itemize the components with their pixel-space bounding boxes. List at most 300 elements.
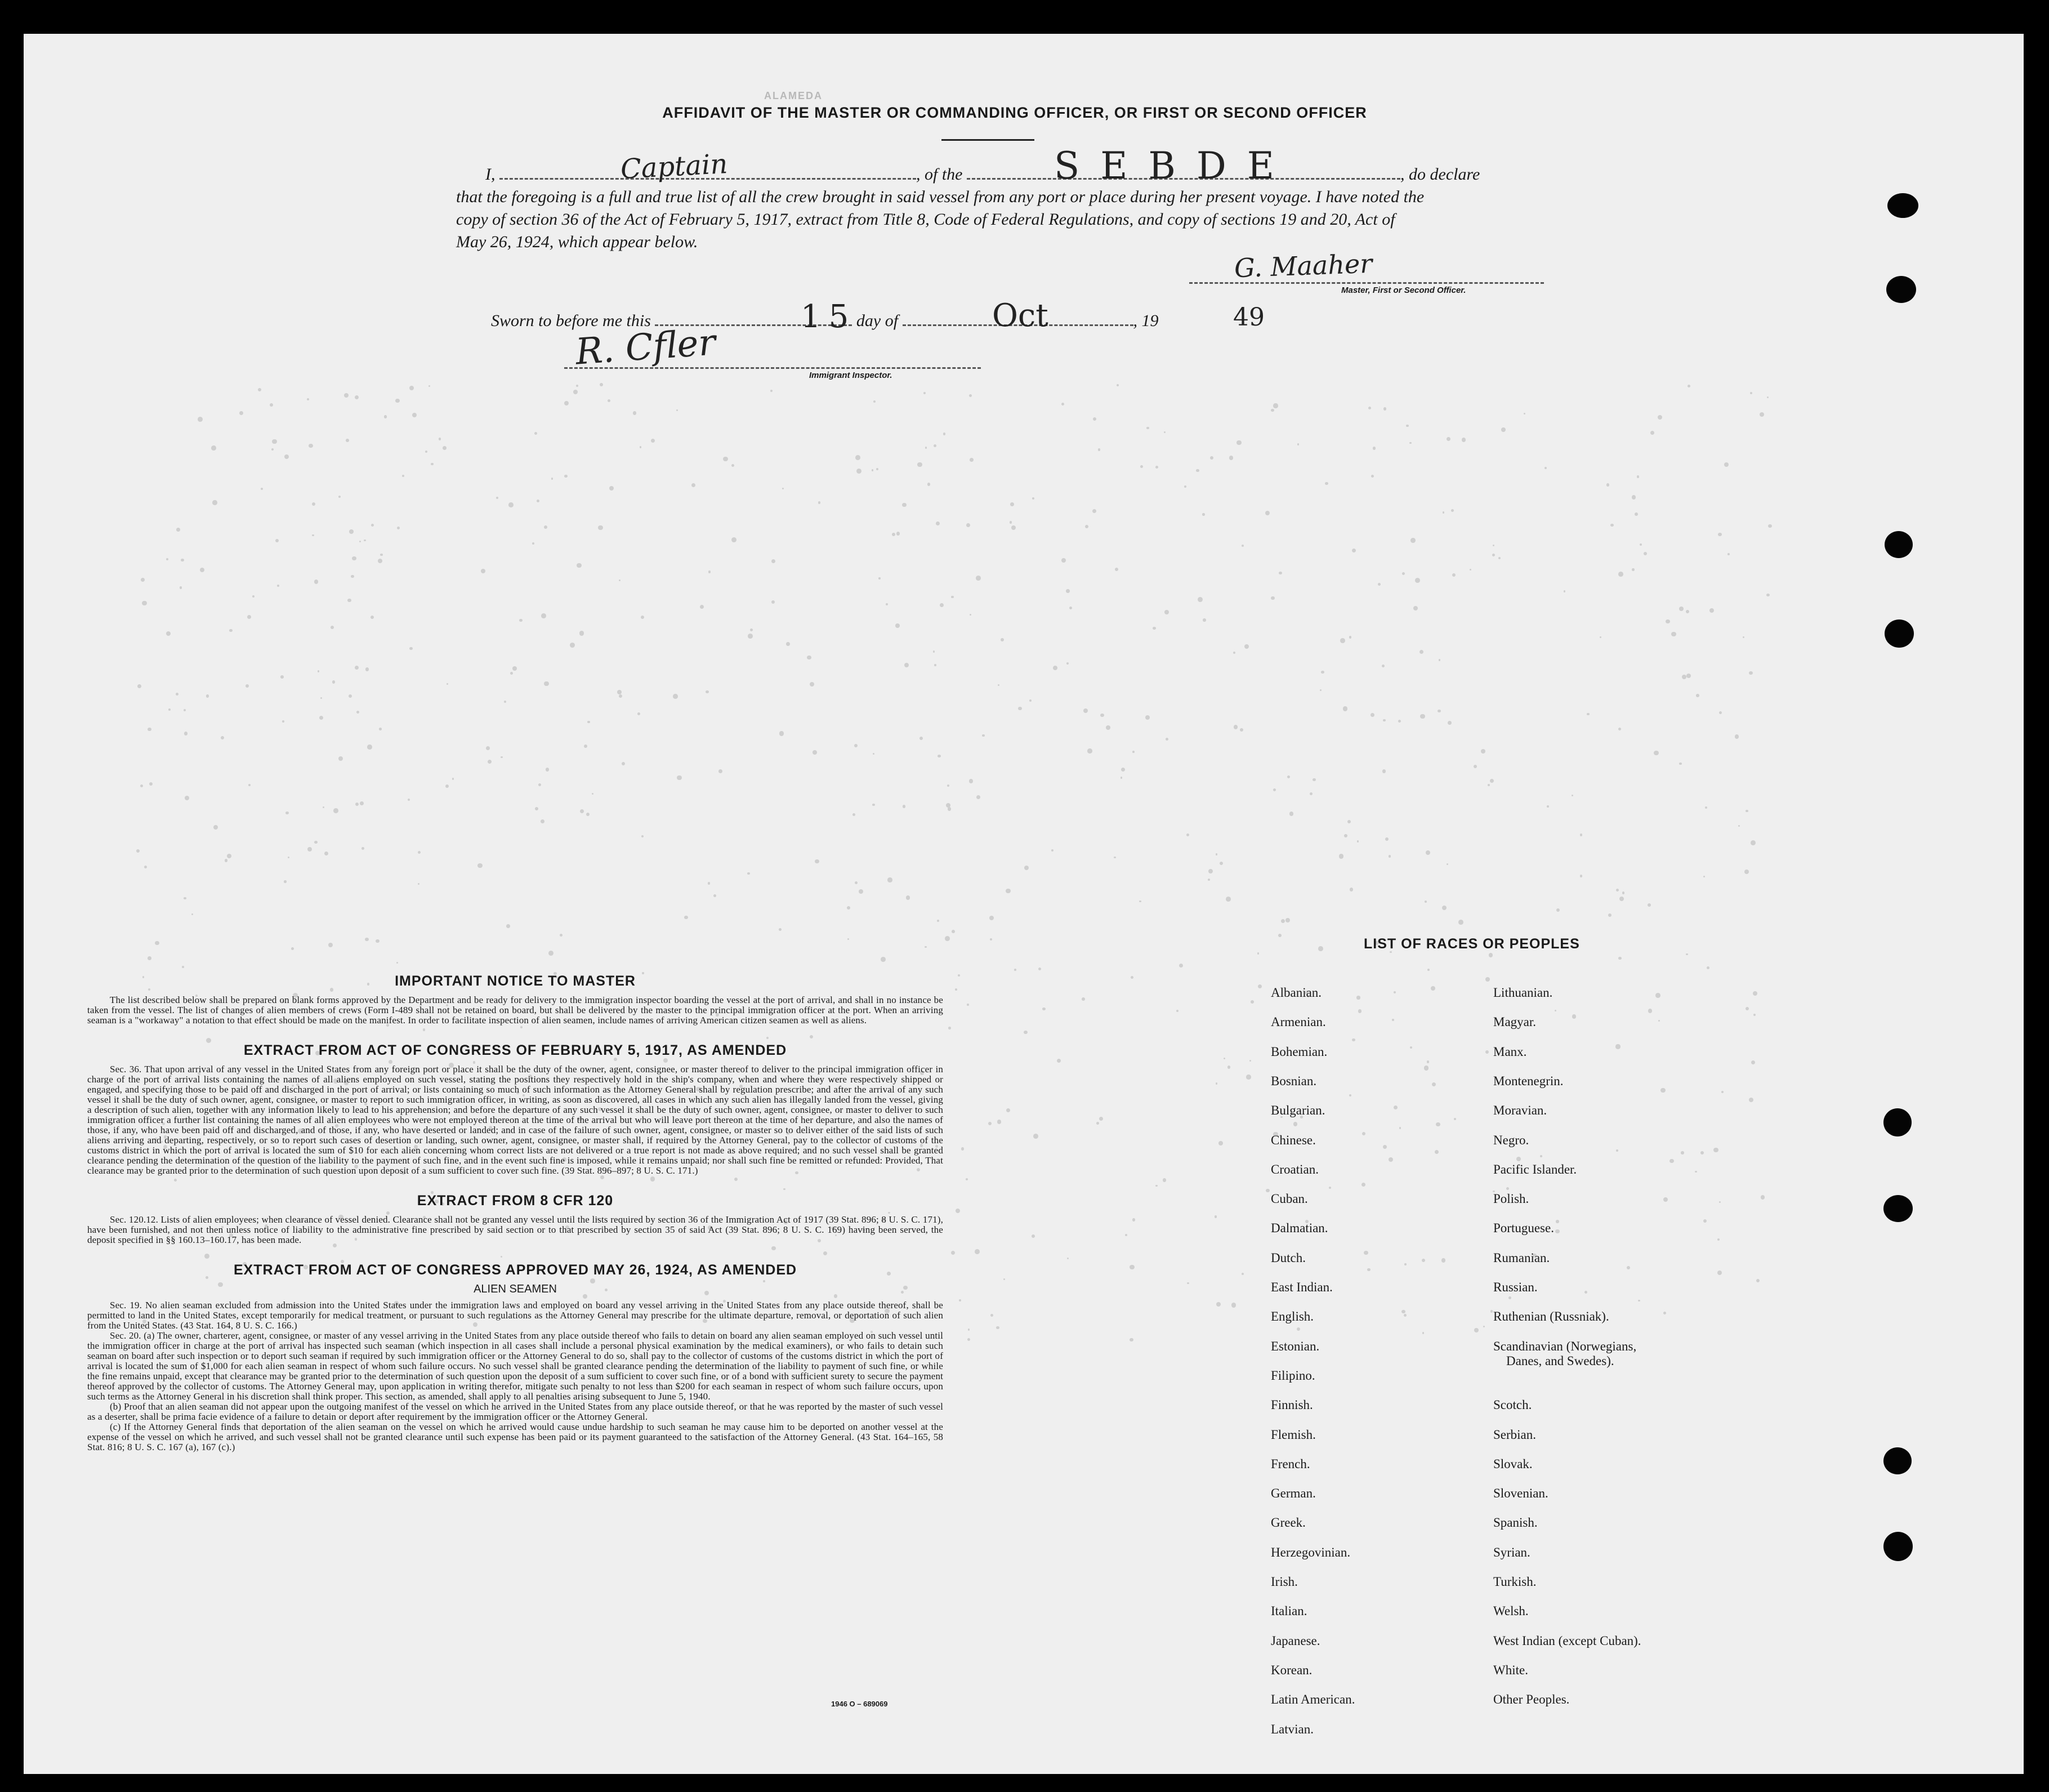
paper-speck — [309, 444, 313, 448]
paper-speck — [1424, 1066, 1429, 1070]
paper-speck — [182, 966, 184, 968]
punch-hole — [1887, 193, 1918, 218]
paper-speck — [347, 599, 351, 603]
paper-speck — [409, 386, 414, 390]
paper-speck — [1251, 1000, 1254, 1004]
paper-speck — [1216, 1302, 1221, 1307]
paper-speck — [280, 675, 284, 679]
paper-speck — [486, 746, 490, 750]
paper-speck — [1485, 977, 1490, 982]
paper-speck — [1438, 710, 1440, 712]
paper-speck — [873, 753, 874, 755]
paper-speck — [856, 469, 861, 474]
paper-speck — [1727, 553, 1730, 555]
paper-speck — [1724, 462, 1729, 467]
paper-speck — [1257, 952, 1259, 954]
paper-speck — [1648, 1009, 1653, 1013]
paper-speck — [412, 413, 417, 417]
paper-speck — [1106, 725, 1110, 730]
paper-speck — [1220, 862, 1223, 865]
paper-speck — [141, 578, 145, 582]
paper-speck — [1394, 1105, 1398, 1109]
paper-speck — [1364, 1251, 1368, 1255]
paper-speck — [936, 521, 940, 525]
paper-speck — [1352, 549, 1356, 552]
paper-speck — [1474, 1328, 1479, 1332]
paper-speck — [1383, 407, 1386, 410]
paper-speck — [1655, 993, 1660, 998]
paper-speck — [771, 600, 775, 604]
races-heading: LIST OF RACES OR PEOPLES — [1364, 936, 1580, 952]
paper-speck — [958, 974, 960, 977]
paper-speck — [1132, 1218, 1136, 1222]
paper-speck — [551, 478, 553, 479]
paper-speck — [1555, 1010, 1556, 1011]
paper-speck — [807, 656, 811, 660]
paper-speck — [1224, 1058, 1225, 1059]
paper-speck — [976, 576, 981, 581]
notice-text: The list described below shall be prepared on blank forms approved by the Department and be ready for delivery to the immigration inspector boarding the vessel at the port of arrival, and shall in no instance be taken from the vessel. The list of changes of alien members of crews (Form I-489 shall not be retained on board, but shall be delivered by the master to the principal immigration officer at the port. When an arriving seaman is a "workaway" a notation to that effect should be made on the manifest. In order to facilitate inspection of alien seamen, include names of arriving American citizen seamen as well as aliens. — [87, 995, 943, 1026]
paper-speck — [577, 563, 582, 568]
master-signature-line[interactable] — [1189, 280, 1544, 284]
paper-speck — [818, 501, 821, 504]
paper-speck — [1399, 1127, 1401, 1129]
paper-speck — [1038, 968, 1041, 970]
paper-speck — [361, 847, 364, 850]
race-item: Moravian. — [1493, 1103, 1547, 1118]
paper-speck — [149, 782, 153, 786]
paper-speck — [447, 683, 448, 685]
paper-speck — [923, 392, 926, 394]
paper-speck — [176, 693, 178, 696]
paper-speck — [198, 417, 203, 422]
paper-speck — [1383, 719, 1386, 722]
paper-speck — [976, 795, 980, 799]
paper-speck — [1098, 448, 1101, 451]
paper-speck — [1686, 610, 1690, 614]
notice-heading: IMPORTANT NOTICE TO MASTER — [395, 973, 636, 989]
paper-speck — [1069, 607, 1072, 609]
paper-speck — [1682, 675, 1686, 679]
paper-speck — [1093, 417, 1096, 421]
paper-speck — [1218, 1141, 1223, 1145]
paper-speck — [351, 575, 354, 578]
handwritten-year: 49 — [1233, 303, 1265, 332]
paper-speck — [1006, 889, 1011, 894]
paper-speck — [1767, 396, 1769, 398]
paper-speck — [349, 694, 352, 698]
paper-speck — [579, 631, 584, 635]
paper-speck — [951, 596, 954, 599]
race-item: Serbian. — [1493, 1427, 1537, 1442]
paper-speck — [1627, 1266, 1630, 1269]
paper-speck — [1442, 906, 1447, 910]
paper-speck — [1029, 699, 1032, 702]
paper-speck — [402, 475, 404, 477]
paper-speck — [488, 760, 492, 764]
paper-speck — [600, 383, 603, 386]
paper-speck — [927, 483, 931, 486]
paper-speck — [940, 603, 944, 607]
paper-speck — [1490, 1310, 1493, 1312]
paper-speck — [708, 570, 711, 573]
paper-speck — [1402, 572, 1405, 575]
paper-speck — [1738, 825, 1740, 827]
paper-speck — [855, 881, 858, 884]
paper-speck — [1394, 991, 1396, 993]
race-item: Albanian. — [1271, 986, 1322, 1000]
paper-speck — [948, 1027, 951, 1029]
race-item: Scotch. — [1493, 1398, 1532, 1412]
paper-speck — [810, 682, 814, 687]
paper-speck — [1413, 606, 1418, 610]
paper-speck — [1032, 497, 1034, 500]
paper-speck — [902, 503, 907, 507]
paper-speck — [989, 916, 994, 920]
handwritten-vessel: S E B D E — [1054, 144, 1279, 188]
paper-speck — [1572, 795, 1573, 796]
paper-speck — [324, 852, 328, 855]
paper-speck — [961, 1147, 965, 1151]
paper-speck — [1544, 467, 1547, 469]
paper-speck — [1749, 1098, 1753, 1102]
paper-speck — [967, 1338, 970, 1341]
paper-speck — [168, 708, 171, 711]
race-item: Filipino. — [1271, 1368, 1315, 1383]
paper-speck — [1066, 662, 1069, 665]
paper-speck — [1700, 1151, 1704, 1155]
paper-speck — [1462, 438, 1466, 442]
paper-speck — [504, 701, 506, 703]
paper-speck — [1382, 665, 1385, 667]
race-item: Dutch. — [1271, 1250, 1306, 1265]
paper-speck — [564, 475, 567, 478]
paper-speck — [1329, 1187, 1331, 1189]
paper-speck — [968, 1329, 970, 1330]
race-item: Chinese. — [1271, 1133, 1316, 1147]
paper-speck — [966, 1178, 968, 1180]
paper-speck — [881, 957, 886, 962]
paper-speck — [425, 451, 427, 453]
race-item: Cuban. — [1271, 1192, 1308, 1206]
paper-speck — [959, 1299, 961, 1301]
paper-speck — [1489, 953, 1493, 957]
paper-speck — [496, 497, 499, 500]
paper-speck — [288, 857, 289, 858]
paper-speck — [1067, 1258, 1069, 1259]
paper-speck — [619, 579, 620, 581]
paper-speck — [592, 793, 593, 795]
paper-speck — [1155, 466, 1158, 469]
paper-speck — [747, 872, 750, 875]
paper-speck — [1540, 1155, 1542, 1157]
race-item: Ruthenian (Russniak). — [1493, 1309, 1609, 1324]
paper-speck — [919, 737, 923, 740]
sworn-label: Sworn to before me this — [491, 311, 651, 330]
paper-speck — [282, 720, 284, 722]
extract-1924-heading: EXTRACT FROM ACT OF CONGRESS APPROVED MAY 26, 1924, AS AMENDED — [233, 1262, 797, 1278]
paper-speck — [1164, 610, 1169, 614]
paper-speck — [886, 603, 888, 605]
paper-speck — [1564, 590, 1566, 592]
paper-speck — [1616, 889, 1619, 892]
paper-speck — [1753, 991, 1757, 996]
paper-speck — [1648, 903, 1651, 907]
paper-speck — [1718, 533, 1721, 536]
paper-speck — [1705, 806, 1707, 809]
paper-speck — [872, 804, 875, 806]
paper-speck — [855, 455, 860, 460]
paper-speck — [1082, 997, 1085, 1001]
paper-speck — [1196, 469, 1199, 472]
form-title: AFFIDAVIT OF THE MASTER OR COMMANDING OFFICER, OR FIRST OR SECOND OFFICER — [662, 104, 1367, 121]
paper-speck — [1208, 869, 1213, 873]
paper-speck — [355, 666, 359, 670]
paper-speck — [544, 525, 547, 529]
paper-speck — [956, 1209, 960, 1213]
paper-speck — [903, 805, 905, 808]
paper-speck — [537, 500, 539, 502]
race-item: Armenian. — [1271, 1015, 1326, 1029]
paper-speck — [576, 385, 578, 387]
paper-speck — [1145, 715, 1150, 720]
paper-speck — [418, 883, 419, 885]
paper-speck — [508, 502, 514, 507]
race-item: Rumanian. — [1493, 1250, 1550, 1265]
extract-1917-text: Sec. 36. That upon arrival of any vessel in the United States from any foreign port or place it shall be the duty of the owner, agent, consignee, or master thereof to deliver to the principal immigration officer in charge of the port of arrival lists containing the names of all aliens employed on such vessel, stating the positions they respectively hold in the ship's company, when and where they were respectively shipped or engaged, and specifying those to be paid off and discharged in the port of arrival; or lists containing so much of such information as the Attorney General shall by regulation prescribe; and after the arrival of any such vessel it shall be the duty of such owner, agent, consignee, or master to report to such immigration officer, in writing, as soon as discovered, all cases in which any such alien has illegally landed from the vessel, giving a description of such alien, together with any information likely to lead to his apprehension; and before the departure of any such vessel it shall be the duty of such owner, agent, consignee, or master to deliver to such immigration officer a further list containing the names of all alien employees who were not employed thereon at the time of the arrival but who will leave port thereon at the time of her departure, and also the names of those, if any, who have been paid off and discharged, and of those, if any, who have deserted or landed; and in case of the failure of such owner, agent, consignee, or master so to deliver either of the said lists of such aliens arriving and departing, respectively, or so to report such cases of desertion or landing, such owner, agent, consignee, or master shall, if required by the Attorney General, pay to the collector of customs of the customs district in which the port of arrival is located the sum of $10 for each alien concerning whom correct lists are not delivered or a true report is not made as above required; and no such vessel shall be granted clearance pending the determination of the question of the liability to the payment of such fine, and in the event such fine is imposed, while it remains unpaid; nor shall such fine be remitted or refunded: Provided, That clearance may be granted prior to the determination of such question upon deposit of a sum sufficient to cover such fine. (39 Stat. 896–897; 8 U. S. C. 171.) — [87, 1064, 943, 1176]
paper-speck — [990, 938, 992, 940]
paper-speck — [1121, 777, 1122, 778]
paper-speck — [723, 457, 727, 461]
paper-speck — [312, 502, 315, 506]
race-item: East Indian. — [1271, 1280, 1333, 1294]
paper-speck — [779, 731, 784, 736]
paper-speck — [314, 841, 317, 844]
paper-speck — [1340, 638, 1345, 643]
paper-speck — [1273, 788, 1276, 791]
paper-speck — [1321, 671, 1324, 674]
paper-speck — [136, 849, 140, 853]
paper-speck — [1179, 964, 1183, 968]
paper-speck — [285, 812, 288, 814]
paper-speck — [1750, 392, 1753, 395]
paper-speck — [181, 559, 184, 561]
paper-speck — [346, 439, 349, 442]
paper-speck — [1066, 589, 1070, 593]
paper-speck — [1709, 608, 1714, 613]
paper-speck — [541, 819, 544, 823]
paper-speck — [352, 556, 356, 561]
paper-speck — [137, 684, 141, 688]
paper-speck — [1006, 1108, 1010, 1112]
paper-speck — [364, 540, 366, 542]
paper-speck — [1278, 934, 1282, 938]
master-caption: Master, First or Second Officer. — [1341, 286, 1466, 295]
paper-speck — [1721, 1091, 1724, 1093]
paper-speck — [1447, 863, 1448, 865]
paper-speck — [970, 614, 971, 616]
paper-speck — [1233, 652, 1235, 654]
paper-speck — [1140, 465, 1143, 468]
paper-speck — [1383, 1145, 1387, 1149]
paper-speck — [1246, 1075, 1251, 1079]
paper-speck — [1234, 725, 1238, 729]
paper-speck — [975, 1249, 980, 1254]
race-item: Korean. — [1271, 1662, 1313, 1677]
paper-speck — [271, 448, 274, 451]
paper-speck — [706, 690, 709, 694]
paper-speck — [166, 631, 171, 636]
sec19-text: Sec. 19. No alien seaman excluded from admission into the United States under the immigration laws and employed on board any vessel arriving in the United States from any place outside thereof, shall be permitted to land in the United States, except temporarily for medical treatment, or pursuant to such regulations as the Attorney General may prescribe for the ultimate departure, removal, or deportation of such alien from the United States. (43 Stat. 164, 8 U. S. C. 166.) — [87, 1300, 943, 1331]
paper-speck — [1358, 1009, 1361, 1013]
paper-speck — [1644, 552, 1648, 556]
paper-speck — [142, 601, 147, 606]
inspector-signature-line[interactable] — [564, 365, 981, 369]
paper-speck — [1547, 805, 1549, 808]
declaration-body-line-3: May 26, 1924, which appear below. — [456, 233, 698, 251]
paper-speck — [344, 393, 349, 398]
print-code: 1946 O – 689069 — [831, 1700, 888, 1708]
race-item: English. — [1271, 1309, 1314, 1324]
paper-speck — [560, 934, 563, 937]
paper-speck — [1131, 976, 1133, 979]
paper-speck — [1014, 969, 1016, 970]
paper-speck — [409, 647, 413, 650]
paper-speck — [1749, 671, 1752, 675]
paper-speck — [1092, 509, 1096, 513]
paper-speck — [371, 524, 374, 527]
paper-speck — [185, 796, 189, 800]
paper-speck — [1572, 1014, 1577, 1019]
paper-speck — [1751, 840, 1756, 845]
paper-speck — [1490, 779, 1494, 783]
paper-speck — [1352, 1038, 1355, 1041]
paper-speck — [333, 808, 338, 813]
paper-speck — [1297, 1327, 1300, 1331]
paper-speck — [376, 939, 379, 943]
paper-speck — [213, 825, 218, 830]
paper-speck — [1615, 1044, 1620, 1049]
paper-speck — [731, 464, 735, 467]
paper-speck — [258, 388, 261, 391]
paper-speck — [1287, 775, 1290, 778]
paper-speck — [535, 807, 538, 810]
paper-speck — [573, 390, 578, 394]
extract-cfr-heading: EXTRACT FROM 8 CFR 120 — [417, 1193, 614, 1209]
paper-speck — [1488, 784, 1490, 786]
paper-speck — [1635, 512, 1638, 516]
paper-speck — [619, 694, 622, 698]
paper-speck — [318, 670, 319, 672]
race-item: Negro. — [1493, 1133, 1529, 1147]
paper-speck — [548, 951, 553, 956]
paper-speck — [1163, 1178, 1167, 1182]
race-item: Bosnian. — [1271, 1073, 1317, 1088]
paper-speck — [876, 468, 878, 470]
race-item: Dalmatian. — [1271, 1221, 1328, 1236]
paper-speck — [933, 650, 935, 652]
paper-speck — [771, 559, 775, 563]
paper-speck — [1117, 384, 1119, 386]
paper-speck — [1378, 583, 1381, 586]
paper-speck — [587, 721, 590, 724]
paper-speck — [367, 745, 372, 750]
paper-speck — [1042, 1008, 1045, 1010]
paper-speck — [320, 697, 323, 699]
paper-speck — [512, 666, 517, 671]
race-item: Scandinavian (Norwegians, Danes, and Swedes). — [1493, 1339, 1637, 1368]
paper-speck — [770, 390, 773, 392]
paper-speck — [1033, 1134, 1038, 1139]
paper-speck — [1768, 524, 1771, 528]
paper-speck — [384, 415, 387, 418]
paper-speck — [1258, 984, 1262, 988]
paper-speck — [1361, 1183, 1365, 1187]
paper-speck — [967, 1004, 969, 1006]
paper-speck — [439, 438, 441, 440]
paper-speck — [966, 523, 971, 528]
paper-speck — [1632, 568, 1635, 571]
paper-speck — [1271, 409, 1274, 412]
paper-speck — [1746, 1007, 1749, 1011]
paper-speck — [1343, 706, 1348, 711]
paper-speck — [1003, 1278, 1005, 1280]
paper-speck — [718, 769, 722, 773]
race-item: Polish. — [1493, 1192, 1529, 1206]
paper-speck — [221, 736, 224, 739]
paper-speck — [786, 642, 790, 646]
paper-speck — [1373, 447, 1376, 449]
paper-speck — [1130, 1338, 1133, 1341]
paper-speck — [815, 859, 819, 863]
paper-speck — [211, 445, 216, 451]
paper-speck — [1441, 1258, 1445, 1262]
paper-speck — [952, 930, 955, 933]
paper-speck — [750, 628, 753, 631]
day-of-label: day of — [856, 311, 899, 330]
paper-speck — [1318, 946, 1323, 951]
paper-speck — [1606, 483, 1609, 486]
punch-hole — [1883, 1532, 1913, 1561]
paper-speck — [608, 399, 610, 402]
paper-speck — [1600, 636, 1601, 638]
paper-speck — [359, 541, 361, 542]
paper-speck — [1580, 833, 1582, 836]
punch-hole — [1883, 1108, 1912, 1136]
paper-speck — [229, 629, 233, 632]
paper-speck — [1618, 728, 1621, 730]
paper-speck — [633, 411, 637, 415]
paper-speck — [261, 488, 263, 490]
paper-speck — [546, 768, 549, 771]
paper-speck — [225, 859, 227, 862]
paper-speck — [1227, 1066, 1231, 1069]
paper-speck — [878, 577, 880, 579]
paper-speck — [239, 411, 243, 415]
paper-speck — [852, 813, 855, 816]
paper-speck — [397, 527, 400, 529]
paper-speck — [1115, 568, 1118, 571]
paper-speck — [586, 813, 590, 816]
paper-speck — [1198, 597, 1203, 602]
paper-speck — [1187, 1282, 1189, 1285]
paper-speck — [1279, 572, 1282, 575]
declaration-body-line-2: copy of section 36 of the Act of February 5, 1917, extract from Title 8, Code of Federal Regulations, and copy of sections 19 and 20, Act of — [456, 210, 1395, 229]
paper-speck — [1404, 1263, 1407, 1265]
paper-speck — [1660, 1088, 1666, 1093]
paper-speck — [184, 709, 186, 711]
paper-speck — [1210, 456, 1213, 460]
